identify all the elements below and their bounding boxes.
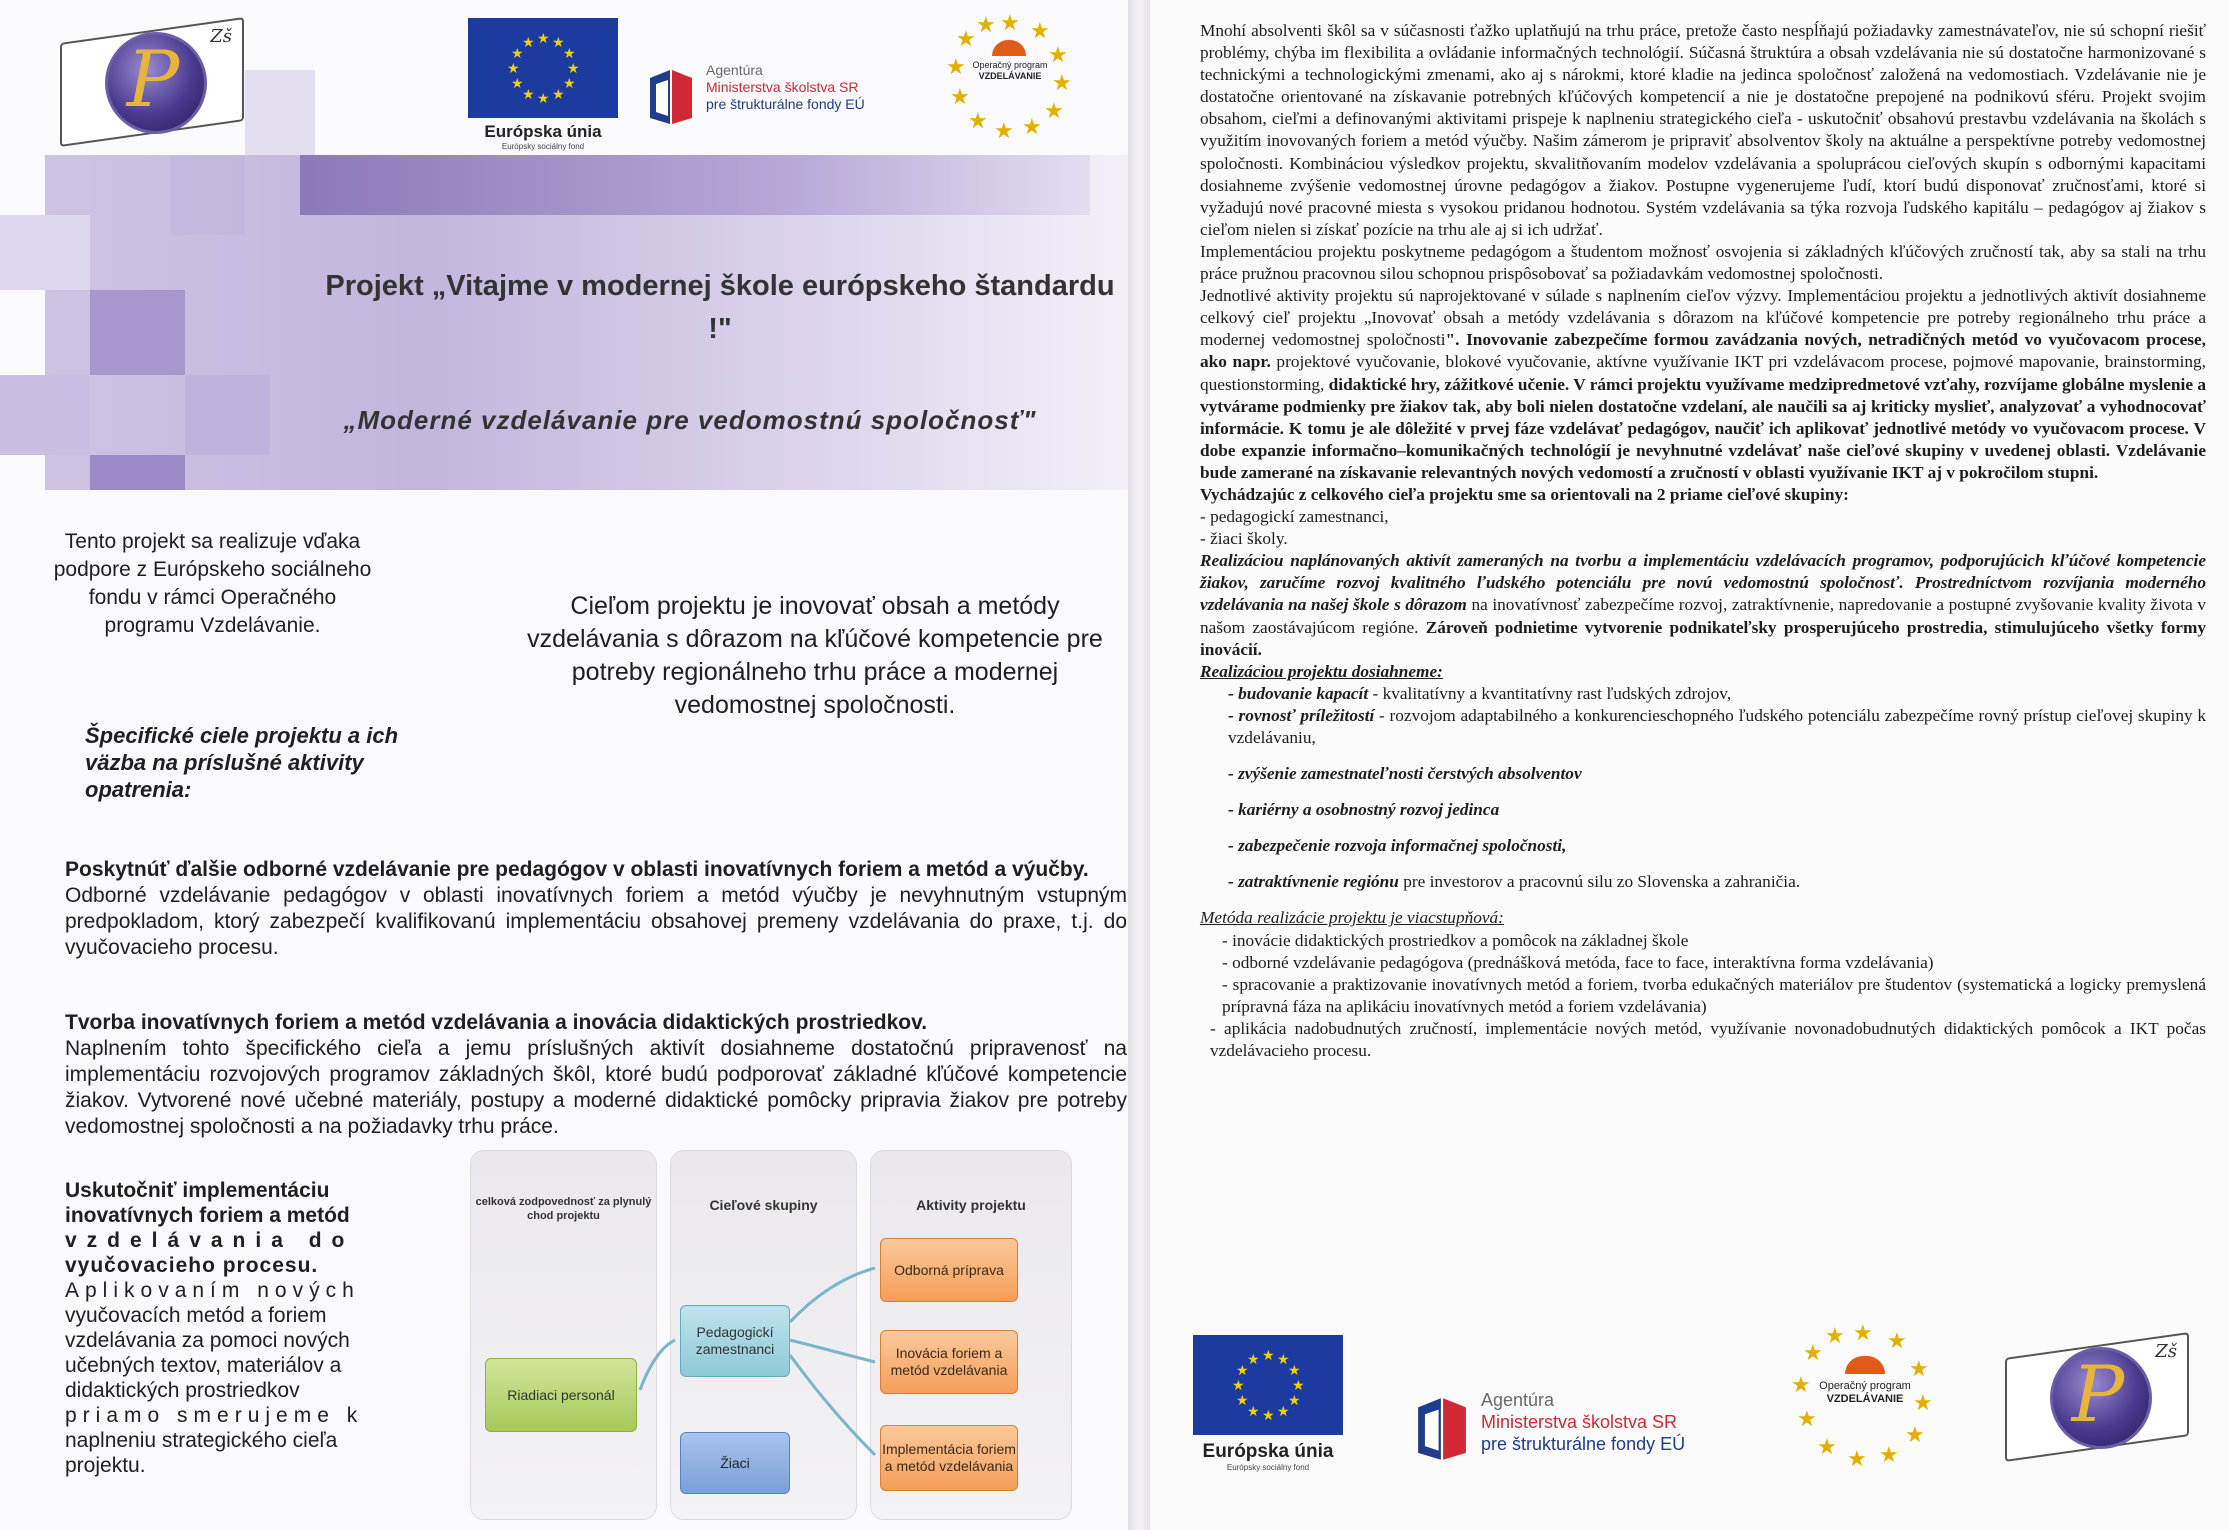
paragraph: Vychádzajúc z celkového cieľa projektu sme sa orientovali na 2 priame cieľové skupiny:: [1200, 484, 1849, 504]
box-pupils: Žiaci: [680, 1432, 790, 1494]
box-teachers: Pedagogickí zamestnanci: [680, 1305, 790, 1377]
section-3-text-2: vyučovacích metód a foriem vzdelávania za pomoci nových učebných textov, materiálov a didaktických prostriedkov: [65, 1304, 350, 1402]
agency-line2: Ministerstva školstva SR: [1481, 1412, 1678, 1432]
op-line1: Operačný program: [1819, 1380, 1911, 1392]
section-3-heading: [65, 1178, 390, 1278]
op-logo: ★ ★ ★ ★ ★ ★ ★ ★ ★ ★ ★ ★ Operačný program VZDELÁVANIE: [946, 10, 1072, 143]
section-2: [65, 1010, 1127, 1140]
decor-square: [245, 70, 315, 155]
op-text: [1810, 1380, 1920, 1406]
item-label: - zatraktívnenie regiónu: [1228, 872, 1399, 892]
box-innovation: Inovácia foriem a metód vzdelávania: [880, 1330, 1018, 1394]
eu-sub: Európsky sociálny fond: [501, 142, 585, 151]
project-subtitle: „Moderné vzdelávanie pre vedomostnú spoločnosť": [343, 405, 1037, 435]
list-item: [1200, 835, 2206, 857]
op-line2: VZDELÁVANIE: [1826, 1393, 1904, 1405]
op-text: [960, 60, 1060, 82]
agency-line2: Ministerstva školstva SR: [706, 79, 859, 95]
list-item: - aplikácia nadobudnutých zručností, implementácie nových metód, využívanie novonadobudnutých didaktických pomôcok a IKT počas vzdelávacieho procesu.: [1210, 1018, 2206, 1061]
item-label: - kariérny a osobnostný rozvoj jedinca: [1228, 800, 1500, 820]
text-bold: ". Inovovanie zabezpečíme formou zavádzania nových, netradičných metód vo vyučovacom procese, ako napr.: [1200, 330, 2206, 372]
item-label: - rovnosť príležitostí: [1228, 705, 1375, 725]
school-logo-bottom: [2005, 1335, 2185, 1455]
item-label: - budovanie kapacít: [1228, 683, 1369, 703]
section-2-heading: Tvorba inovatívnych foriem a metód vzdelávania a inovácia didaktických prostriedkov.: [65, 1011, 928, 1034]
box-implementation: Implementácia foriem a metód vzdelávania: [880, 1425, 1018, 1491]
section-3-text-1: Aplikovaním nových: [65, 1279, 360, 1302]
section-1-text: Odborné vzdelávanie pedagógov v oblasti inovatívnych foriem a metód výučby je nevyhnutným vstupným predpokladom, ktorý zabezpečí kvalifikovanú implementáciu obsahovej premeny vzdelávania do praxe, t.j. do vyučovacieho procesu.: [65, 884, 1127, 959]
group-item: - žiaci školy.: [1200, 529, 1288, 549]
item-text: - kvalitatívny a kvantitatívny rast ľudských zdrojov,: [1368, 683, 1732, 703]
list-item: [1200, 683, 2206, 705]
item-text: - rozvojom adaptabilného a konkurencieschopného ľudského potenciálu zabezpečíme rovný prístup cieľovej skupiny k vzdelávaniu,: [1228, 705, 2206, 747]
specific-goals-heading: Špecifické ciele projektu a ich väzba na príslušné aktivity opatrenia:: [85, 723, 399, 802]
method-heading: Metóda realizácie projektu je viacstupňová:: [1200, 908, 1504, 928]
list-item: [1200, 705, 2206, 749]
section-3-heading-3: vyučovacieho procesu.: [65, 1254, 319, 1277]
section-1: [65, 857, 1127, 961]
section-2-text: Naplnením tohto špecifického cieľa a jemu príslušných aktivít dosiahneme dostatočnú pripravenosť na implementáciu rozvojových programov základných škôl, ktoré budú podporovať základné kľúčové kompetencie žiakov. Vytvorené nové učebné materiály, postupy a moderné didaktické pomôcky pripravia žiakov pre potreby vedomostnej spoločnosti a na požiadavky trhu práce.: [65, 1037, 1127, 1138]
column-header: Aktivity projektu: [916, 1197, 1026, 1213]
text-bold: Zároveň podnietime vytvorenie podnikateľsky prosperujúceho prostredia, stimulujúceho všetky formy inovácií.: [1200, 617, 2206, 659]
text-bold-italic: Realizáciou naplánovaných aktivít zameraných na tvorbu a implementáciu vzdelávacích programov, podporujúcich kľúčové kompetencie žiakov, zaručíme rozvoj kvalitného ľudského potenciálu pre novú vedomostnú spoločnosť. Prostredníctvom rozvíjania moderného vzdelávania na našej škole s dôrazom: [1200, 551, 2206, 615]
op-sun-icon: [1845, 1356, 1885, 1374]
eu-logo: [468, 18, 618, 151]
book-icon: [648, 68, 694, 126]
item-text: pre investorov a pracovnú silu zo Slovenska a zahraničia.: [1398, 872, 1801, 892]
column-header: celková zodpovednosť za plynulý chod projektu: [475, 1196, 652, 1222]
eu-logo-bottom: [1193, 1335, 1343, 1472]
list-item: [1200, 799, 2206, 821]
logo-signature: Zš: [2155, 1341, 2177, 1362]
box-management-staff: Riadiaci personál: [485, 1358, 637, 1432]
text: projektové vyučovanie, blokové vyučovanie, aktívne využívanie IKT pri vzdelávacom procese, pojmové mapovanie, brainstorming, questionstorming,: [1200, 352, 2207, 394]
eu-flag-icon: ★ ★ ★ ★ ★ ★ ★ ★ ★ ★ ★ ★: [1193, 1335, 1343, 1435]
agency-line3: pre štrukturálne fondy EÚ: [706, 96, 865, 112]
right-text: [1200, 20, 2206, 1062]
section-3-text-3: priamo smerujeme k: [65, 1404, 364, 1427]
op-line2: VZDELÁVANIE: [978, 71, 1042, 81]
agency-line1: Agentúra: [706, 62, 763, 78]
eu-name: Európska únia: [1202, 1441, 1334, 1462]
decor-square: [90, 455, 185, 490]
item-label: - zvýšenie zamestnateľnosti čerstvých absolventov: [1228, 764, 1582, 784]
logo-letter-p: P: [126, 35, 180, 125]
method-list: [1200, 930, 2206, 1063]
list-item: [1200, 871, 2206, 893]
decor-square: [0, 375, 90, 455]
school-logo: [60, 20, 240, 140]
text: Jednotlivé aktivity projektu sú naprojektované v súlade s naplnením cieľov výzvy. Implementáciou projektu a jednotlivých aktivít dosiahneme celkový cieľ projektu „Inovovať obsah a metódy vzdelávania s dôrazom na kľúčové kompetencie pre potreby regionálneho trhu práce a modernej vedomostnej spoločnosti: [1200, 286, 2206, 350]
list-item: [1200, 763, 2206, 785]
book-icon: [1415, 1396, 1469, 1462]
column-header: Cieľové skupiny: [709, 1197, 818, 1213]
section-3: [65, 1178, 390, 1478]
achievements-list: [1200, 683, 2206, 894]
op-line1: Operačný program: [972, 60, 1048, 70]
header-band-top: [300, 155, 1090, 215]
group-item: - pedagogickí zamestnanci,: [1200, 507, 1389, 527]
eu-flag-icon: ★ ★ ★ ★ ★ ★ ★ ★ ★ ★ ★ ★: [468, 18, 618, 118]
goal-text: Cieľom projektu je inovovať obsah a metódy vzdelávania s dôrazom na kľúčové kompetencie pre potreby regionálneho trhu práce a modernej vedomostnej spoločnosti.: [527, 592, 1103, 719]
list-item: - spracovanie a praktizovanie inovatívnych metód a foriem, tvorba edukačných materiálov pre študentov (systematická a logicky premyslená prípravná fáza na aplikáciu inovatívnych metód a foriem vzdelávania): [1222, 974, 2206, 1016]
text: na inovatívnosť zabezpečíme rozvoj, zatraktívnenie, napredovanie a postupné zvyšovanie kvality života v našom zaostávajúcom regióne.: [1200, 595, 2206, 637]
box-training: Odborná príprava: [880, 1238, 1018, 1302]
paragraph: [1200, 285, 2206, 484]
logo-signature: Zš: [210, 26, 232, 47]
paragraph: [1200, 550, 2206, 660]
agency-logo: [648, 62, 918, 132]
decor-square: [90, 290, 185, 375]
item-label: - zabezpečenie rozvoja informačnej spoločnosti,: [1228, 836, 1567, 856]
section-3-heading-1: Uskutočniť implementáciu inovatívnych foriem a metód: [65, 1179, 350, 1227]
eu-name: Európska únia: [484, 122, 602, 141]
achievements-heading: Realizáciou projektu dosiahneme:: [1200, 661, 1443, 681]
section-3-text-4: naplneniu strategického cieľa projektu.: [65, 1429, 338, 1477]
section-3-heading-2: vzdelávania do: [65, 1229, 355, 1252]
project-diagram: [470, 1150, 1070, 1518]
agency-line1: Agentúra: [1481, 1390, 1555, 1410]
op-logo-bottom: ★ ★ ★ ★ ★ ★ ★ ★ ★ ★ ★ ★ Operačný program VZDELÁVANIE: [1791, 1320, 1933, 1471]
paragraph: Mnohí absolventi škôl sa v súčasnosti ťažko uplatňujú na trhu práce, pretože často nespĺňajú požiadavky zamestnávateľov, nie sú schopní riešiť problémy, chýba im flexibilita a ovládanie informačných technológií. Súčasná štruktúra a obsah vzdelávania nie sú dostatočne harmonizované s technickými a technologickými zmenami, ako aj s nárokmi, ktoré kladie na jedinca spoločnosť založená na vedomostiach. Vzdelávanie nie je dostatočne orientované na získavanie potrebných kľúčových kompetencií a nie je dostatočne prepojené na podnikovú sféru. Projekt svojim obsahom, cieľmi a definovanými aktivitami prispeje k naplneniu strategického cieľa - uskutočniť obsahovú prestavbu vzdelávania na školách s využitím inovovaných foriem a metód výučby. Našim zámerom je pripraviť absolventov školy na aktuálne a perspektívne potreby vedomostnej spoločnosti. Kombináciou výsledkov projektu, skvalitňovaním modelov vzdelávania a spoluprácou cieľových skupín s odbornými kapacitami dosiahneme zvýšenie vedomostnej úrovne pedagógov a žiakov. Postupne vygenerujeme ľudí, ktorí budú disponovať zručnosťami, ktoré si vyžadujú nové pracovné miesta s vysokou pridanou hodnotou. Systém vzdelávania sa týka rozvoja ľudského kapitálu – pedagógov aj žiakov s cieľom nielen si získať pozície na trhu ale aj si ich udržať.: [1200, 21, 2206, 239]
logo-letter-p: P: [2071, 1350, 2125, 1440]
list-item: - odborné vzdelávanie pedagógova (prednášková metóda, face to face, interaktívna forma vzdelávania): [1222, 952, 1934, 972]
list-item: - inovácie didaktických prostriedkov a pomôcok na základnej škole: [1222, 930, 1689, 950]
intro-text: Tento projekt sa realizuje vďaka podpore z Európskeho sociálneho fondu v rámci Operačného programu Vzdelávanie.: [53, 530, 372, 637]
section-1-heading: Poskytnúť ďalšie odborné vzdelávanie pre pedagógov v oblasti inovatívnych foriem a metód a výučby.: [65, 858, 1089, 881]
text-bold: didaktické hry, zážitkové učenie. V rámci projektu využívame medzipredmetové vzťahy, rozvíjame globálne myslenie a vytvárame podmienky pre žiakov tak, aby boli nielen dostatočne vzdelaní, ale naučili sa aj kriticky myslieť, analyzovať a vyhodnocovať informácie. K tomu je ale dôležité v prvej fáze vzdelávať pedagógov, naučiť ich aplikovať jednotlivé metódy vo vyučovacom procese. V dobe expanzie informačno–komunikačných technológií je nevyhnutné vzdelávať naše cieľové skupiny v uvedenej oblasti. Vzdelávanie bude zamerané na získavanie relevantných nových vedomostí a zručností v oblasti využívanie IKT aj v pokročilom stupni.: [1200, 374, 2206, 482]
eu-sub: Európsky sociálny fond: [1226, 1463, 1310, 1472]
agency-logo-bottom: [1415, 1390, 1755, 1470]
agency-line3: pre štrukturálne fondy EÚ: [1481, 1434, 1686, 1454]
project-title: Projekt „Vitajme v modernej škole európskeho štandardu !": [325, 270, 1115, 345]
op-sun-icon: [992, 40, 1026, 56]
paragraph: Implementáciou projektu poskytneme pedagógom a študentom možnosť osvojenia si základných kľúčových zručností tak, aby sa stali na trhu práce pružnou pracovnou silou schopnou prispôsobovať sa požiadavkám vedomostnej spoločnosti.: [1200, 241, 2206, 284]
decor-square: [0, 215, 90, 290]
page-fold: [1128, 0, 1152, 1530]
